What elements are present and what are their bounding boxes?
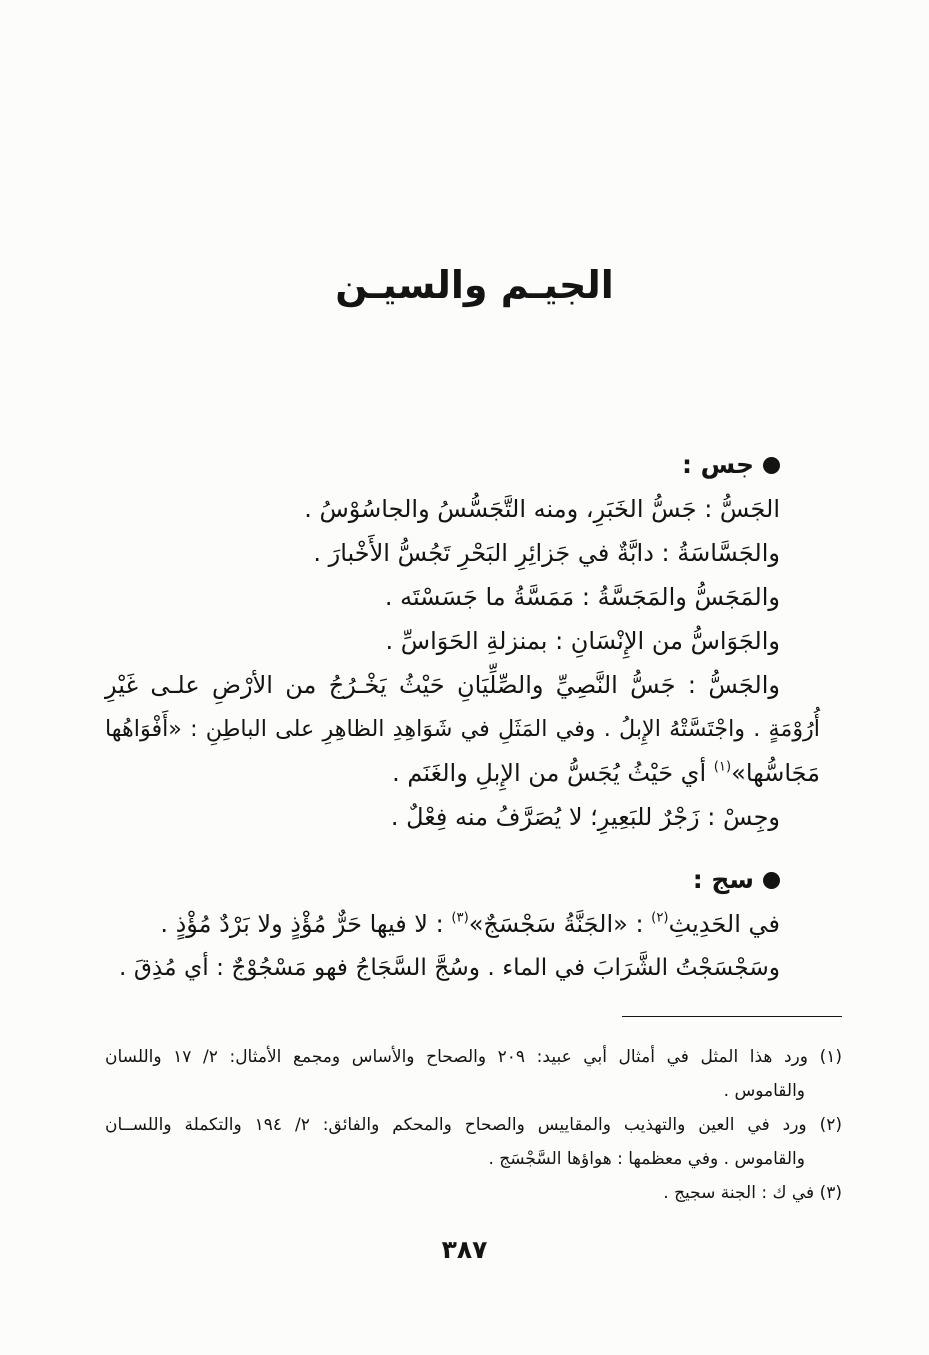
footnote-1-continuation: [105, 1074, 842, 1108]
page-title: الجيـم والسيـن: [335, 263, 614, 307]
footnote-text: ورد هذا المثل في أمثال أبي عبيد: ٢٠٩ والصحاح والأساس ومجمع الأمثال: ٢/ ١٧ واللسان: [104, 1047, 808, 1067]
footnote-label: (٣): [819, 1183, 842, 1203]
footnote-3: [105, 1176, 842, 1210]
line-text: مَجَاسُّها»: [731, 759, 820, 787]
line-text: في الحَدِيثِ: [668, 910, 780, 938]
footnote-text: والقاموس . وفي معظمها : هواؤها السَّجْسَج .: [488, 1149, 805, 1169]
line-text: والمَجَسُّ والمَجَسَّةُ : مَمَسَّةُ ما جَسَسْتَه .: [384, 583, 780, 611]
line-text: والجَوَاسُّ من الإِنْسَانِ : بمنزلةِ الحَوَاسِّ .: [385, 627, 780, 655]
definition-line: [105, 487, 820, 531]
line-text: الجَسُّ : جَسُّ الخَبَرِ، ومنه التَّجَسُّسُ والجاسُوْسُ .: [304, 495, 780, 523]
line-text: : لا فيها حَرٌّ مُؤْذٍ ولا بَرْدٌ مُؤْذٍ .: [160, 910, 452, 938]
bullet-icon: [763, 457, 780, 474]
footnote-text: في ك : الجنة سجيج .: [663, 1183, 815, 1203]
footnote-2-continuation: [105, 1142, 842, 1176]
footnotes: [105, 1040, 842, 1210]
line-text: والجَسَّاسَةُ : دابَّةٌ في جَزائِرِ البَحْرِ تَجُسُّ الأَخْبارَ .: [313, 539, 780, 567]
definition-line: [105, 663, 820, 707]
line-text: والجَسُّ : جَسُّ النَّصِيِّ والصِّلِّيَانِ حَيْثُ يَخْـرُجُ من الأرْضِ علـى غَيْرِ: [105, 671, 780, 699]
definition-line: [105, 575, 820, 619]
definition-line: [105, 902, 820, 946]
bullet-icon: [763, 872, 780, 889]
definition-line: [105, 795, 820, 839]
definition-line: [105, 751, 820, 795]
page-number: ٣٨٧: [441, 1235, 488, 1264]
entry-jas: [105, 443, 820, 839]
footnote-ref: (٣): [451, 910, 469, 926]
footnote-2: [105, 1108, 842, 1142]
line-text: وسَجْسَجْتُ الشَّرَابَ في الماء . وسُجَّ السَّجَاجُ فهو مَسْجُوْجٌ : أي مُذِقَ .: [119, 954, 780, 981]
root-label: جس :: [681, 450, 754, 479]
line-text: وجِسْ : زَجْرٌ للبَعِيرِ؛ لا يُصَرَّفُ منه فِعْلٌ .: [390, 803, 780, 831]
footnote-separator: [622, 1016, 842, 1017]
line-text: أُرُوْمَةٍ . واجْتَسَّتْهُ الإِبلُ . وفي المَثَلِ في شَوَاهِدِ الظاهِرِ على الباطِنِ : «أَفْوَاهُها: [105, 716, 820, 742]
root-heading: [105, 858, 820, 902]
footnote-text: ورد في العين والتهذيب والمقاييس والصحاح والمحكم والفائق: ٢/ ١٩٤ والتكملة واللســان: [105, 1115, 807, 1135]
line-text: : «الجَنَّةُ سَجْسَجٌ»: [468, 910, 652, 938]
definition-line: [105, 619, 820, 663]
definition-line: [105, 531, 820, 575]
footnote-label: (١): [819, 1047, 842, 1067]
root-heading: [105, 443, 820, 487]
line-text: أي حَيْثُ يُجَسُّ من الإِبلِ والغَنَم .: [392, 759, 714, 787]
entry-sj: [105, 858, 820, 990]
footnote-ref: (٢): [651, 910, 669, 926]
footnote-text: والقاموس .: [723, 1081, 805, 1101]
definition-line: [105, 707, 820, 751]
root-label: سج :: [692, 865, 754, 894]
footnote-1: [105, 1040, 842, 1074]
definition-line: [105, 946, 820, 990]
footnote-ref: (١): [713, 759, 732, 775]
footnote-label: (٢): [819, 1115, 842, 1135]
